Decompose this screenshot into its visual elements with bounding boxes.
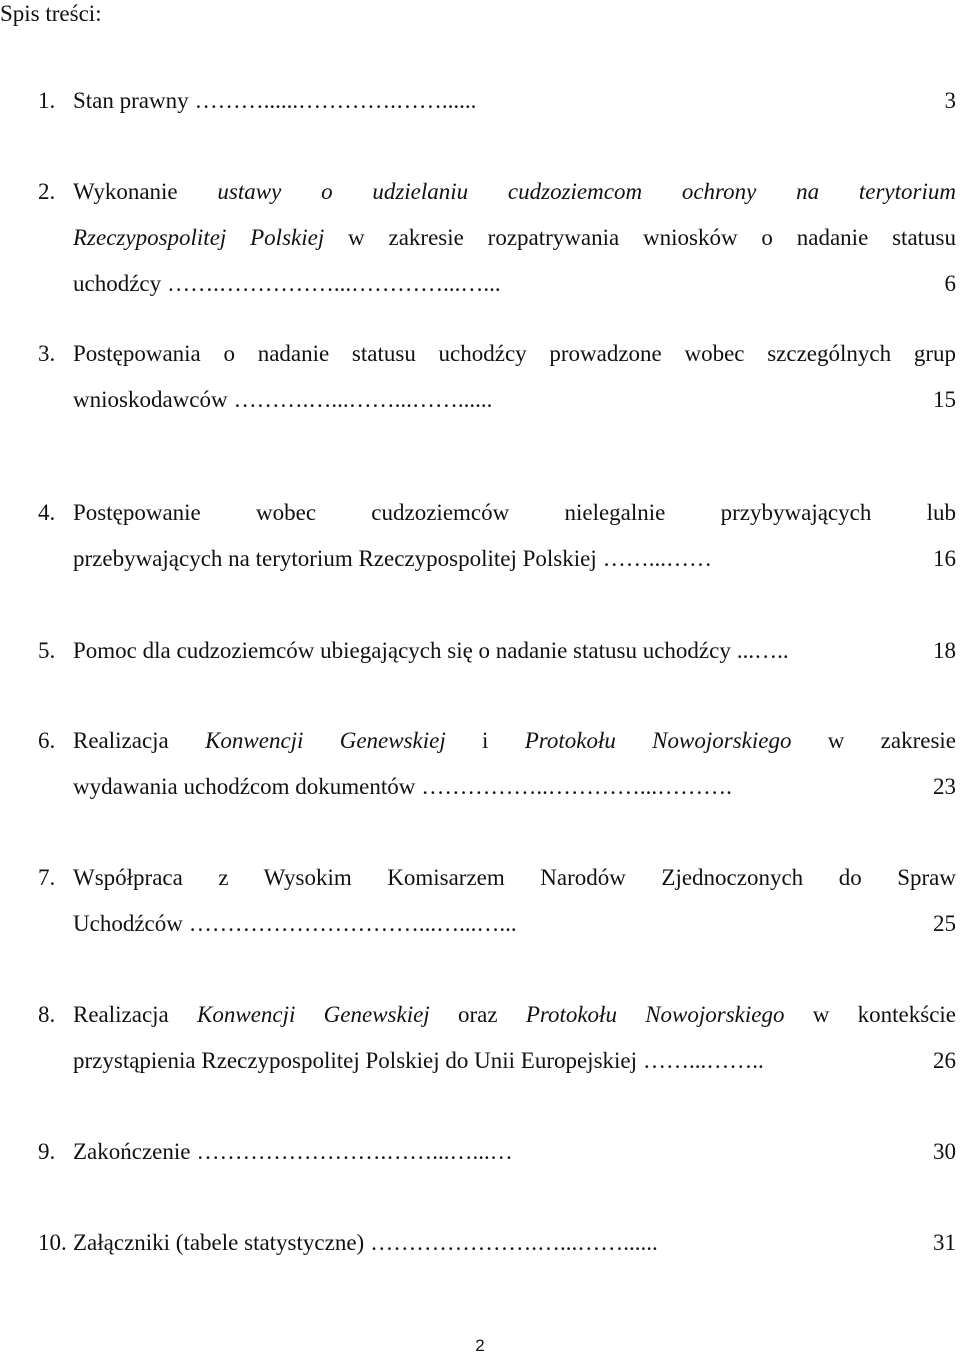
entry-body [73,169,956,307]
entry-text-span: uchodźcy [73,271,162,296]
entry-label [73,261,161,307]
entry-body [73,855,956,947]
entry-body [73,1129,956,1175]
entry-text-line [73,718,956,764]
entry-page-number: 25 [933,911,956,936]
entry-text-span: Postępowania o nadanie statusu uchodźcy prowadzone wobec szczególnych grup [73,341,956,366]
entry-body [73,490,956,582]
entry-label [73,764,415,810]
entry-text-span: Stan prawny [73,88,189,113]
entry-number: 7. [38,865,56,890]
entry-text-span: wydawania uchodźcom dokumentów [73,774,416,799]
entry-page-number: 16 [933,546,956,571]
entry-text-italic: Protokołu Nowojorskiego [524,728,792,753]
entry-text-line [73,331,956,377]
entry-text-span: i [445,728,525,753]
entry-last-line [73,1129,956,1175]
entry-body [73,1220,956,1266]
entry-body [73,718,956,810]
entry-label [73,1038,637,1084]
toc-entry[interactable] [38,1220,956,1266]
dot-leader: ……….…...……...……...... [233,387,493,412]
toc-entry[interactable] [38,331,956,423]
entry-page-number: 30 [933,1139,956,1164]
entry-label [73,1129,190,1175]
toc-entry[interactable] [38,169,956,307]
entry-label [73,536,597,582]
entry-text-span: Zakończenie [73,1139,191,1164]
entry-last-line [73,78,956,124]
toc-entry[interactable] [38,490,956,582]
entry-last-line [73,764,956,810]
toc-entry[interactable] [38,992,956,1084]
dot-leader: ………......………….……...... [194,88,477,113]
entry-text-span: Wykonanie [73,179,218,204]
entry-page-number: 23 [933,774,956,799]
entry-text-span: wnioskodawców [73,387,228,412]
entry-number: 10. [38,1230,67,1255]
entry-text-line [73,855,956,901]
entry-number: 5. [38,638,56,663]
entry-text-line [73,215,956,261]
toc-entry[interactable] [38,628,956,674]
entry-number: 2. [38,179,56,204]
entry-page-number: 26 [933,1048,956,1073]
toc-title: Spis treści: [0,1,102,26]
entry-page-number: 31 [933,1230,956,1255]
entry-number: 1. [38,88,56,113]
dot-leader: ……...…… [602,546,712,571]
entry-last-line [73,901,956,947]
entry-page-number: 3 [944,88,956,113]
dot-leader: ...….. [736,638,789,663]
entry-body [73,992,956,1084]
toc-entry[interactable] [38,1129,956,1175]
entry-text-span: w zakresie rozpatrywania wniosków o nadanie statusu [324,225,956,250]
dot-leader: ………………….…...……...... [370,1230,658,1255]
entry-text-italic: Konwencji Genewskiej [197,1002,430,1027]
entry-body [73,78,956,124]
dot-leader: ……...…….. [643,1048,764,1073]
entry-number: 3. [38,341,56,366]
entry-label [73,377,228,423]
dot-leader: …………………….……...…...… [196,1139,513,1164]
entry-text-span: Współpraca z Wysokim Komisarzem Narodów Zjednoczonych do Spraw [73,865,956,890]
entry-text-span: oraz [429,1002,526,1027]
entry-text-line [73,490,956,536]
entry-last-line [73,1220,956,1266]
entry-body [73,331,956,423]
entry-body [73,628,956,674]
entry-label [73,901,183,947]
dot-leader: …………………………...…...…... [188,911,517,936]
entry-text-span: w kontekście [784,1002,956,1027]
dot-leader: ……………..…………...………. [421,774,732,799]
entry-text-span: Załączniki (tabele statystyczne) [73,1230,365,1255]
entry-text-italic: ustawy o udzielaniu cudzoziemcom ochrony na terytorium [217,179,956,204]
entry-page-number: 6 [944,271,956,296]
entry-last-line [73,1038,956,1084]
entry-label [73,78,189,124]
dot-leader: …….……………...…………...…... [167,271,501,296]
toc-entry[interactable] [38,78,956,124]
entry-text-span: w zakresie [791,728,957,753]
entry-last-line [73,536,956,582]
entry-last-line [73,628,956,674]
entry-text-span: przystąpienia Rzeczypospolitej Polskiej do Unii Europejskiej [73,1048,638,1073]
entry-number: 6. [38,728,56,753]
entry-number: 9. [38,1139,56,1164]
entry-text-span: Realizacja [73,728,206,753]
entry-label [73,628,731,674]
entry-text-line [73,992,956,1038]
entry-page-number: 15 [933,387,956,412]
toc-entry[interactable] [38,718,956,810]
entry-text-italic: Protokołu Nowojorskiego [525,1002,785,1027]
entry-text-italic: Konwencji Genewskiej [205,728,446,753]
entry-label [73,1220,364,1266]
entry-text-line [73,169,956,215]
toc-entry[interactable] [38,855,956,947]
entry-last-line [73,377,956,423]
entry-text-span: Realizacja [73,1002,198,1027]
entry-page-number: 18 [933,638,956,663]
page-number: 2 [475,1336,485,1355]
entry-number: 4. [38,500,56,525]
entry-text-span: Pomoc dla cudzoziemców ubiegających się o nadanie statusu uchodźcy [73,638,731,663]
entry-number: 8. [38,1002,56,1027]
entry-text-span: Postępowanie wobec cudzoziemców nielegalnie przybywających lub [73,500,956,525]
entry-text-span: przebywających na terytorium Rzeczypospolitej Polskiej [73,546,597,571]
entry-last-line [73,261,956,307]
entry-text-italic: Rzeczypospolitej Polskiej [73,225,325,250]
entry-text-span: Uchodźców [73,911,183,936]
